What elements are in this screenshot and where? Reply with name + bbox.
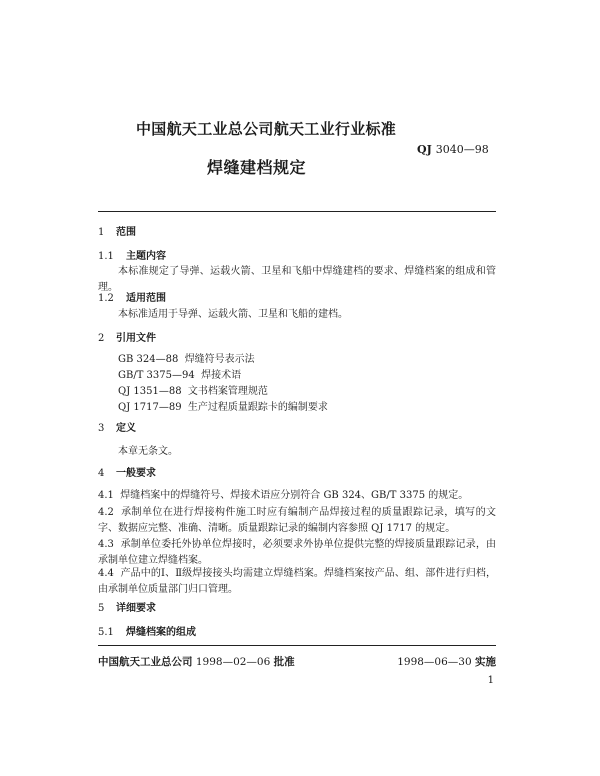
- section-1-1-heading: [98, 250, 166, 263]
- section-number: 3: [98, 423, 105, 434]
- section-title: 焊缝档案的组成: [126, 627, 196, 638]
- clause-4-2: [98, 505, 496, 536]
- section-number: 1: [98, 227, 105, 238]
- org-title: 中国航天工业总公司航天工业行业标准: [136, 120, 397, 138]
- document-title: 焊缝建档规定: [207, 158, 307, 177]
- section-number: 2: [98, 333, 105, 344]
- section-3-text: 本章无条文。: [118, 446, 178, 457]
- reference-code: GB 324—88: [118, 354, 179, 365]
- reference-item: [118, 385, 268, 398]
- section-1-1-text: 本标准规定了导弹、运载火箭、卫星和飞船中焊缝建档的要求、焊缝档案的组成和管理。: [98, 266, 496, 293]
- clause-text: 承制单位在进行焊接构件施工时应有编制产品焊接过程的质量跟踪记录，填写的文字、数据应完整、准确、清晰。质量跟踪记录的编制内容参照 QJ 1717 的规定。: [98, 507, 497, 534]
- section-number: 1.1: [98, 251, 114, 262]
- clause-4-4: [98, 566, 496, 597]
- section-number: 5.1: [98, 627, 114, 638]
- clause-text: 焊缝档案中的焊缝符号、焊接术语应分别符合 GB 324、GB/T 3375 的规定。: [120, 490, 469, 501]
- implementation-line: [397, 654, 496, 669]
- clause-number: 4.3: [98, 539, 114, 550]
- impl-date: 1998—06—30: [397, 656, 472, 668]
- approval-line: [98, 654, 295, 669]
- section-title: 定义: [116, 423, 136, 434]
- section-5-1-heading: [98, 626, 196, 639]
- reference-item: [118, 401, 328, 414]
- section-4-heading: [98, 467, 156, 480]
- reference-name: 生产过程质量跟踪卡的编制要求: [187, 402, 328, 413]
- section-title: 主题内容: [126, 251, 166, 262]
- clause-text: 承制单位委托外协单位焊接时，必须要求外协单位提供完整的焊接质量跟踪记录，由承制单位建立焊缝档案。: [98, 539, 497, 566]
- footer-rule: [98, 645, 496, 646]
- reference-item: [118, 353, 255, 366]
- section-1-2-heading: [98, 292, 166, 305]
- section-number: 4: [98, 468, 105, 479]
- approving-org: 中国航天工业总公司: [98, 656, 193, 668]
- reference-code: GB/T 3375—94: [118, 370, 195, 381]
- approve-date: 1998—02—06: [195, 656, 271, 668]
- section-title: 详细要求: [116, 603, 156, 614]
- section-number: 5: [98, 603, 105, 614]
- section-title: 一般要求: [116, 468, 156, 479]
- impl-label: 实施: [475, 656, 496, 668]
- reference-name: 焊缝符号表示法: [184, 354, 255, 365]
- header-rule: [98, 211, 496, 212]
- approve-label: 批准: [273, 656, 295, 668]
- page-number: 1: [487, 675, 494, 686]
- reference-name: 焊接术语: [201, 370, 242, 381]
- reference-item: [118, 369, 241, 382]
- standard-num: 3040—98: [435, 143, 489, 156]
- reference-name: 文书档案管理规范: [187, 386, 268, 397]
- reference-code: QJ 1717—89: [118, 402, 182, 413]
- clause-text: 产品中的Ⅰ、Ⅱ级焊接接头均需建立焊缝档案。焊缝档案按产品、组、部件进行归档，由承制单位质量部门归口管理。: [98, 568, 497, 595]
- section-title: 适用范围: [126, 293, 166, 304]
- section-title: 范围: [116, 227, 136, 238]
- section-2-heading: [98, 332, 156, 345]
- clause-4-3: [98, 537, 496, 568]
- section-title: 引用文件: [116, 333, 156, 344]
- section-1-2-text: 本标准适用于导弹、运载火箭、卫星和飞船的建档。: [118, 309, 348, 320]
- clause-number: 4.2: [98, 507, 114, 518]
- clause-4-1: [98, 488, 496, 504]
- section-1-heading: [98, 226, 136, 239]
- reference-code: QJ 1351—88: [118, 386, 182, 397]
- section-3-heading: [98, 422, 136, 435]
- section-5-heading: [98, 602, 156, 615]
- standard-number: [417, 143, 489, 156]
- clause-number: 4.4: [98, 568, 114, 579]
- section-number: 1.2: [98, 293, 114, 304]
- clause-number: 4.1: [98, 490, 114, 501]
- standard-code: QJ: [417, 143, 432, 156]
